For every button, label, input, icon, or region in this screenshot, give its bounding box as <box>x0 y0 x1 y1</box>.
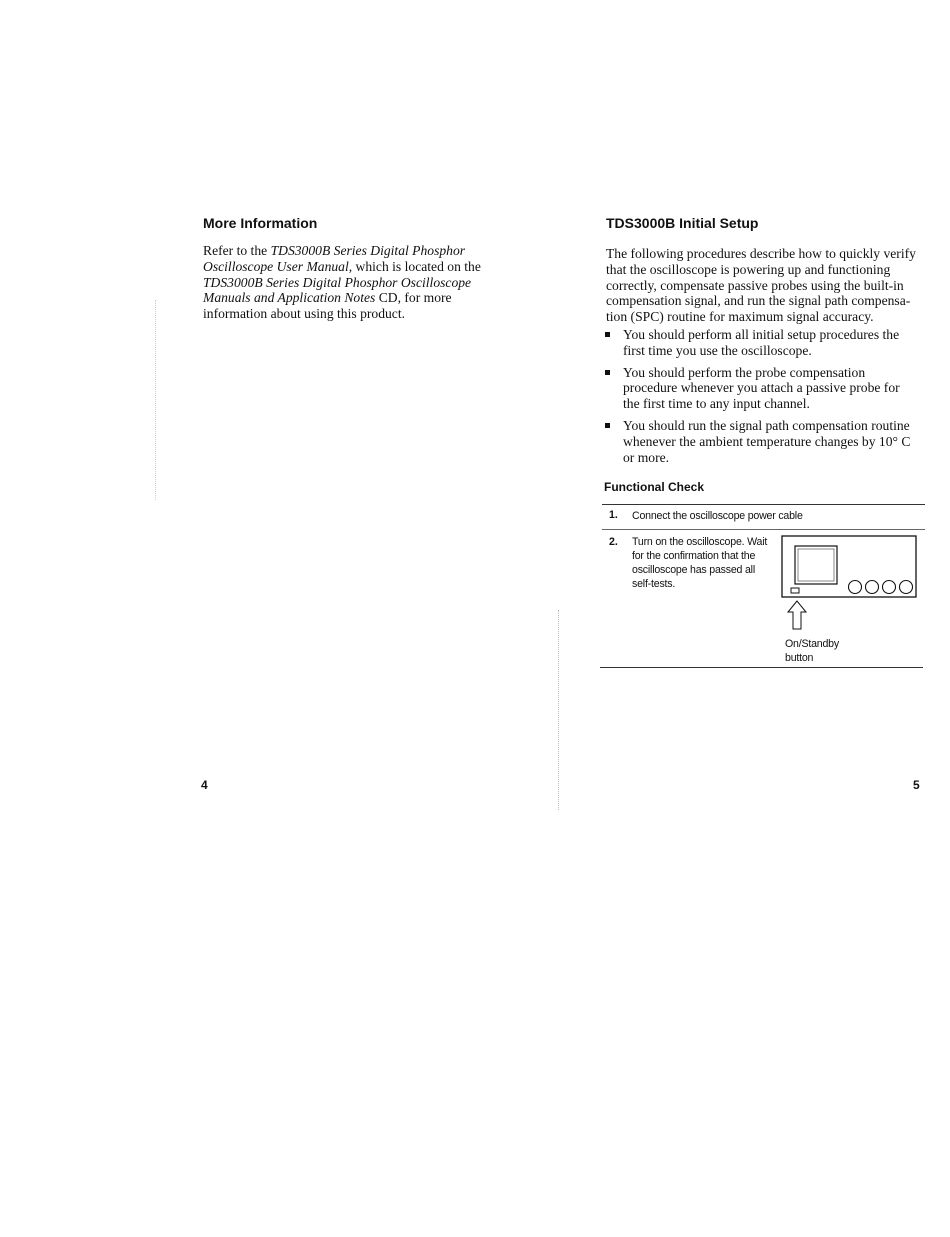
oscilloscope-screen-inner <box>798 549 834 581</box>
bullet-item <box>604 365 934 412</box>
page-number-right: 5 <box>913 778 920 792</box>
square-bullet-icon <box>605 423 610 428</box>
bullet-item <box>604 418 934 465</box>
bullet-line: first time you use the oscilloscope. <box>623 342 812 358</box>
text-run: Refer to the <box>203 243 271 258</box>
page-fold-line <box>558 610 559 810</box>
step-2-line: for the confirmation that the <box>632 550 756 562</box>
bullet-line: You should perform all initial setup procedures the <box>623 327 900 342</box>
paragraph-line <box>203 275 533 291</box>
text-run: CD, for more <box>375 290 452 306</box>
front-knob-icon <box>849 581 862 594</box>
scan-edge-mark <box>155 300 156 500</box>
setup-bullet-list <box>604 327 934 471</box>
functional-check-heading: Functional Check <box>604 480 705 494</box>
initial-setup-intro <box>606 246 936 325</box>
square-bullet-icon <box>605 370 610 375</box>
more-information-paragraph <box>203 243 533 322</box>
oscilloscope-screen <box>795 546 837 584</box>
bullet-line: whenever the ambient temperature changes by 10° C <box>623 433 911 449</box>
italic-title-text: TDS3000B Series Digital Phosphor <box>270 243 466 258</box>
step-2-text <box>632 535 772 591</box>
bullet-line: the first time to any input channel. <box>623 396 810 412</box>
intro-line: tion (SPC) routine for maximum signal accuracy. <box>606 309 874 325</box>
step-2-line: Turn on the oscilloscope. Wait <box>632 536 768 548</box>
bullet-line: You should perform the probe compensation <box>623 364 866 380</box>
text-run: information about using this product. <box>203 306 405 322</box>
table-top-rule <box>602 504 925 505</box>
up-arrow-icon <box>788 601 806 629</box>
paragraph-line <box>203 306 533 322</box>
front-knob-icon <box>900 581 913 594</box>
square-bullet-icon <box>605 332 610 337</box>
bullet-line: You should run the signal path compensation routine <box>623 417 910 433</box>
bullet-line: or more. <box>623 449 670 465</box>
italic-title-text: Oscilloscope User Manual, <box>203 258 353 274</box>
page-number-left: 4 <box>201 778 208 792</box>
figure-label-line: button <box>785 652 814 664</box>
table-bottom-rule <box>600 667 923 668</box>
paragraph-line <box>203 259 533 275</box>
intro-line: The following procedures describe how to quickly verify <box>606 246 916 261</box>
front-knob-icon <box>866 581 879 594</box>
bullet-line: procedure whenever you attach a passive probe for <box>623 380 900 396</box>
step-2-number: 2. <box>609 536 618 548</box>
more-information-heading: More Information <box>203 215 318 231</box>
front-knob-icon <box>883 581 896 594</box>
initial-setup-heading: TDS3000B Initial Setup <box>606 215 759 231</box>
italic-title-text: TDS3000B Series Digital Phosphor Oscilloscope <box>203 274 472 290</box>
on-standby-button <box>791 588 799 593</box>
paragraph-line <box>203 243 533 259</box>
step-2-line: self-tests. <box>632 578 676 590</box>
intro-line: correctly, compensate passive probes using the built-in <box>606 277 904 293</box>
intro-line: compensation signal, and run the signal path compensa- <box>606 293 911 309</box>
intro-line: that the oscilloscope is powering up and functioning <box>606 261 891 277</box>
paragraph-line <box>203 290 533 306</box>
on-standby-label <box>785 637 839 665</box>
table-row-rule <box>602 529 925 530</box>
oscilloscope-front-panel-illustration <box>780 533 920 643</box>
step-1-text: Connect the oscilloscope power cable <box>632 510 803 522</box>
figure-label-line: On/Standby <box>785 638 839 650</box>
step-1-number: 1. <box>609 509 618 521</box>
italic-title-text: Manuals and Application Notes <box>203 290 376 306</box>
bullet-item <box>604 327 934 359</box>
text-run: which is located on the <box>352 258 481 274</box>
step-2-line: oscilloscope has passed all <box>632 564 755 576</box>
